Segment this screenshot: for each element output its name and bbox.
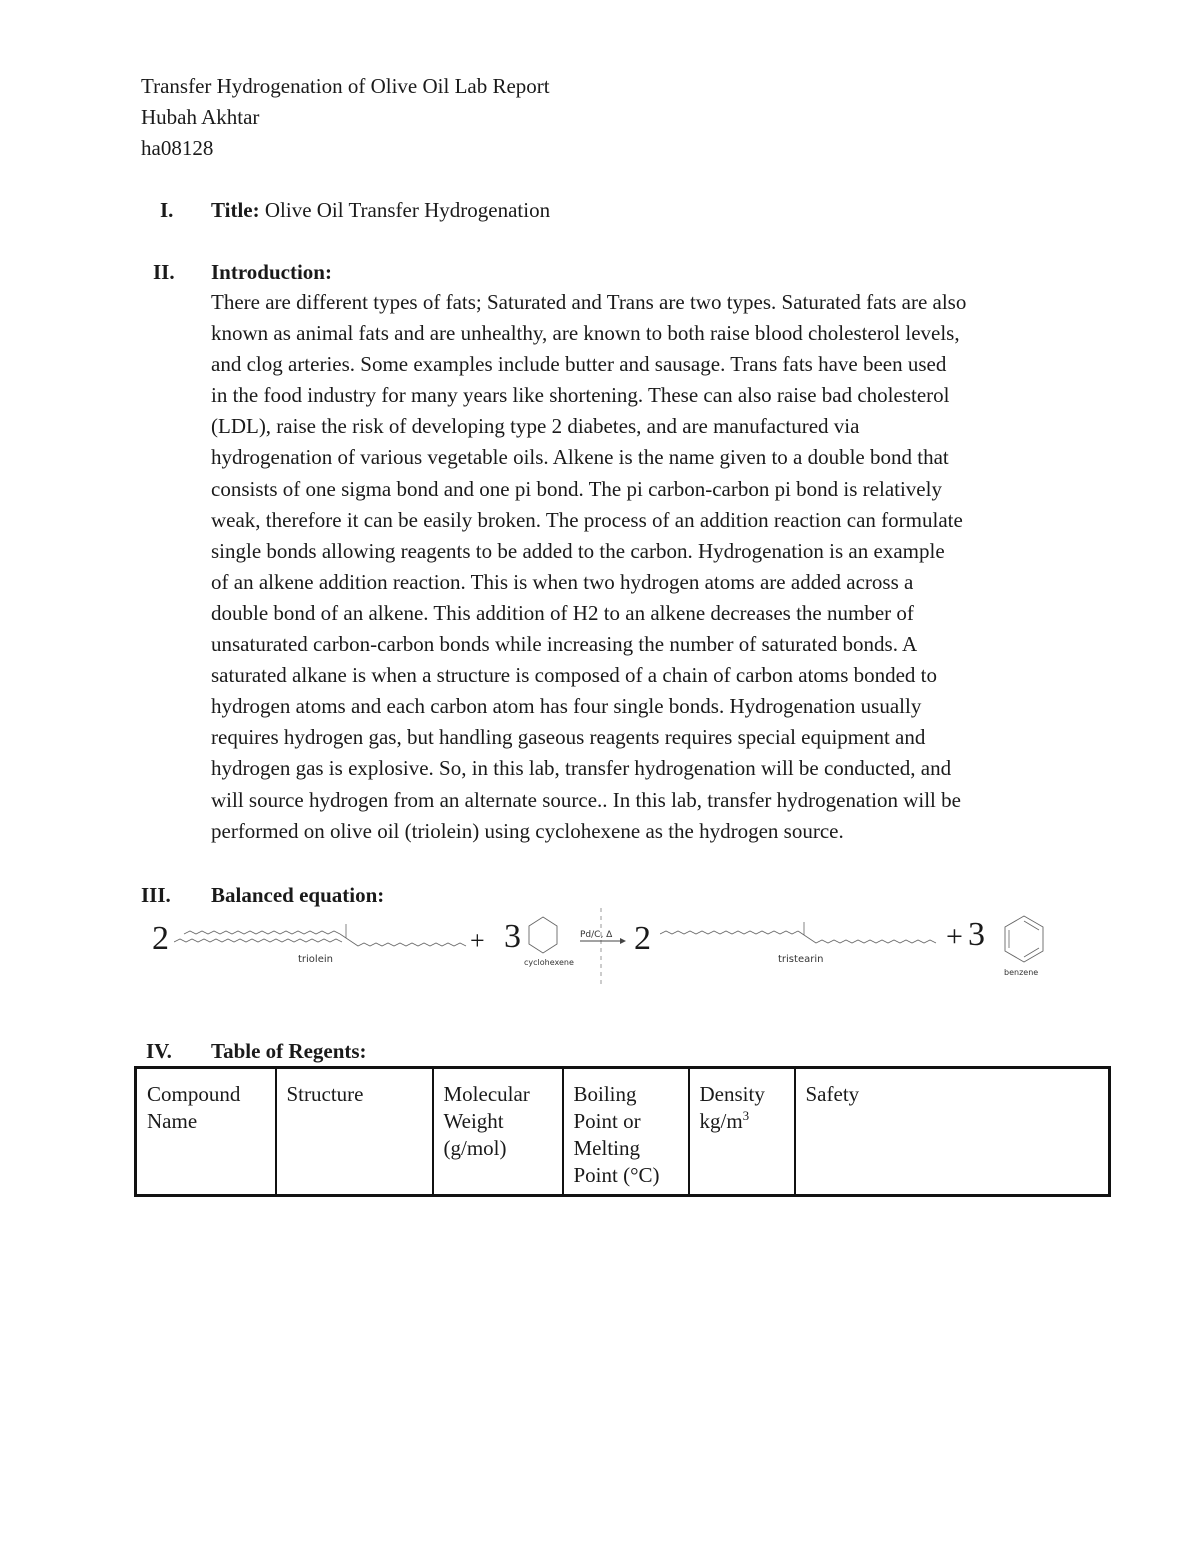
reagents-table	[134, 1066, 1108, 1197]
label-triolein: triolein	[298, 954, 333, 965]
intro-line: and clog arteries. Some examples include butter and sausage. Trans fats have been used	[211, 352, 947, 377]
label-benzene: benzene	[1004, 968, 1039, 977]
section-number-introduction: II.	[153, 260, 175, 284]
intro-line: unsaturated carbon-carbon bonds while increasing the number of saturated bonds. A	[211, 632, 918, 657]
intro-line: known as animal fats and are unhealthy, are known to both raise blood cholesterol levels,	[211, 321, 960, 346]
student-id: ha08128	[141, 136, 214, 160]
intro-line: requires hydrogen gas, but handling gaseous reagents requires special equipment and	[211, 725, 926, 750]
cyclohexene-structure-icon	[526, 914, 560, 960]
intro-line: performed on olive oil (triolein) using cyclohexene as the hydrogen source.	[211, 818, 844, 843]
header-density	[689, 1068, 795, 1196]
coefficient-tristearin: 2	[634, 920, 651, 957]
intro-line: consists of one sigma bond and one pi bond. The pi carbon-carbon pi bond is relatively	[211, 476, 942, 501]
table-header-row	[136, 1068, 1110, 1196]
section-reagents-heading	[211, 1036, 367, 1067]
intro-line: in the food industry for many years like shortening. These can also raise bad cholesterol	[211, 383, 950, 408]
section-number-reagents: IV.	[146, 1039, 172, 1063]
intro-line: double bond of an alkene. This addition of H2 to an alkene decreases the number of	[211, 600, 914, 625]
label-cyclohexene: cyclohexene	[524, 958, 574, 967]
reagents-label: Table of Regents:	[211, 1039, 367, 1063]
introduction-paragraph	[211, 287, 1071, 847]
intro-line: will source hydrogen from an alternate source.. In this lab, transfer hydrogenation will be	[211, 787, 961, 812]
author-name: Hubah Akhtar	[141, 105, 260, 129]
density-label: Density kg/m	[699, 1082, 765, 1133]
density-exponent: 3	[742, 1108, 750, 1123]
header-structure: Structure	[276, 1068, 433, 1196]
intro-line: hydrogen atoms and each carbon atom has four single bonds. Hydrogenation usually	[211, 694, 922, 719]
coefficient-cyclohexene: 3	[504, 918, 521, 955]
section-title	[211, 195, 550, 226]
balanced-equation	[140, 906, 1060, 996]
report-title: Transfer Hydrogenation of Olive Oil Lab Report	[141, 74, 550, 98]
section-number-title: I.	[160, 198, 174, 222]
section-title-text: Olive Oil Transfer Hydrogenation	[264, 198, 551, 222]
header-compound-name: Compound Name	[136, 1068, 276, 1196]
header-boiling-point: Boiling Point or Melting Point (°C)	[563, 1068, 689, 1196]
label-tristearin: tristearin	[778, 954, 824, 965]
reaction-arrow-icon	[570, 908, 630, 988]
section-number-equation: III.	[141, 883, 171, 907]
intro-line: of an alkene addition reaction. This is when two hydrogen atoms are added across a	[211, 569, 914, 594]
coefficient-triolein: 2	[152, 920, 169, 957]
intro-line: (LDL), raise the risk of developing type 2 diabetes, and are manufactured via	[211, 414, 860, 439]
intro-line: weak, therefore it can be easily broken. The process of an addition reaction can formulate	[211, 507, 963, 532]
intro-line: single bonds allowing reagents to be added to the carbon. Hydrogenation is an example	[211, 538, 945, 563]
coefficient-benzene: 3	[968, 916, 985, 953]
intro-line: hydrogen gas is explosive. So, in this lab, transfer hydrogenation will be conducted, and	[211, 756, 952, 781]
intro-line: hydrogenation of various vegetable oils. Alkene is the name given to a double bond that	[211, 445, 949, 470]
benzene-structure-icon	[1000, 912, 1048, 970]
section-introduction-heading	[211, 257, 332, 288]
header-molecular-weight: Molecular Weight (g/mol)	[433, 1068, 563, 1196]
header-safety: Safety	[795, 1068, 1110, 1196]
plus-sign-2: +	[946, 920, 963, 953]
equation-label: Balanced equation:	[211, 883, 385, 907]
introduction-label: Introduction:	[211, 260, 332, 284]
plus-sign: +	[470, 926, 485, 955]
reaction-conditions: Pd/C, Δ	[580, 930, 613, 940]
intro-line: There are different types of fats; Saturated and Trans are two types. Saturated fats are also	[211, 290, 967, 314]
section-title-label: Title:	[211, 198, 260, 222]
intro-line: saturated alkane is when a structure is composed of a chain of carbon atoms bonded to	[211, 663, 938, 688]
